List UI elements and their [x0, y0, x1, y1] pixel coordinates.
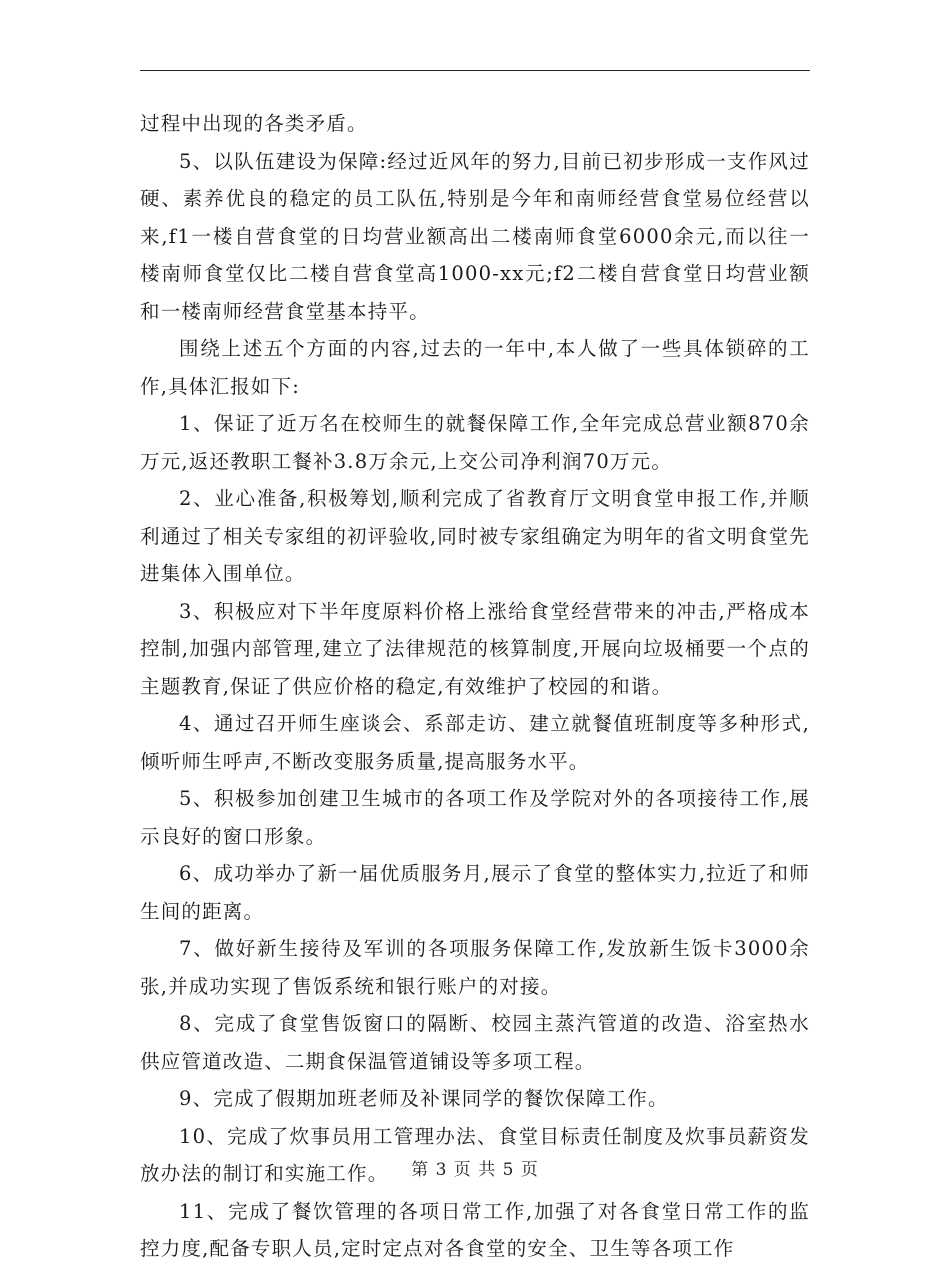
paragraph: 2、业心准备,积极筹划,顺利完成了省教育厅文明食堂申报工作,并顺利通过了相关专家组的初评验收,同时被专家组确定为明年的省文明食堂先进集体入围单位。: [140, 487, 810, 585]
paragraph: 4、通过召开师生座谈会、系部走访、建立就餐值班制度等多种形式,倾听师生呼声,不断改变服务质量,提高服务水平。: [140, 712, 810, 773]
paragraph: 过程中出现的各类矛盾。: [140, 112, 368, 135]
paragraph: 5、以队伍建设为保障:经过近风年的努力,目前已初步形成一支作风过硬、素养优良的稳定的员工队伍,特别是今年和南师经营食堂易位经营以来,f1一楼自营食堂的日均营业额高出二楼南师食堂6000余元,而以往一楼南师食堂仅比二楼自营食堂高1000-xx元;f2二楼自营食堂日均营业额和一楼南师经营食堂基本持平。: [140, 149, 810, 323]
paragraph: 围绕上述五个方面的内容,过去的一年中,本人做了一些具体锁碎的工作,具体汇报如下:: [140, 337, 810, 398]
document-body: [140, 105, 810, 1268]
paragraph: 6、成功举办了新一届优质服务月,展示了食堂的整体实力,拉近了和师生间的距离。: [140, 862, 810, 923]
paragraph: 3、积极应对下半年度原料价格上涨给食堂经营带来的冲击,严格成本控制,加强内部管理,建立了法律规范的核算制度,开展向垃圾桶要一个点的主题教育,保证了供应价格的稳定,有效维护了校园的和谐。: [140, 599, 810, 698]
paragraph: 7、做好新生接待及军训的各项服务保障工作,发放新生饭卡3000余张,并成功实现了售饭系统和银行账户的对接。: [140, 937, 810, 998]
paragraph: 11、完成了餐饮管理的各项日常工作,加强了对各食堂日常工作的监控力度,配备专职人员,定时定点对各食堂的安全、卫生等各项工作: [140, 1199, 810, 1260]
paragraph: 8、完成了食堂售饭窗口的隔断、校园主蒸汽管道的改造、浴室热水供应管道改造、二期食保温管道铺设等多项工程。: [140, 1012, 810, 1073]
paragraph: 10、完成了炊事员用工管理办法、食堂目标责任制度及炊事员薪资发放办法的制订和实施工作。: [140, 1124, 810, 1185]
paragraph: 1、保证了近万名在校师生的就餐保障工作,全年完成总营业额870余万元,返还教职工餐补3.8万余元,上交公司净利润70万元。: [140, 412, 810, 473]
paragraph: 5、积极参加创建卫生城市的各项工作及学院对外的各项接待工作,展示良好的窗口形象。: [140, 787, 810, 848]
page-number-footer: 第 3 页 共 5 页: [411, 1160, 539, 1180]
header-rule: [140, 70, 810, 71]
paragraph: 9、完成了假期加班老师及补课同学的餐饮保障工作。: [179, 1087, 669, 1110]
